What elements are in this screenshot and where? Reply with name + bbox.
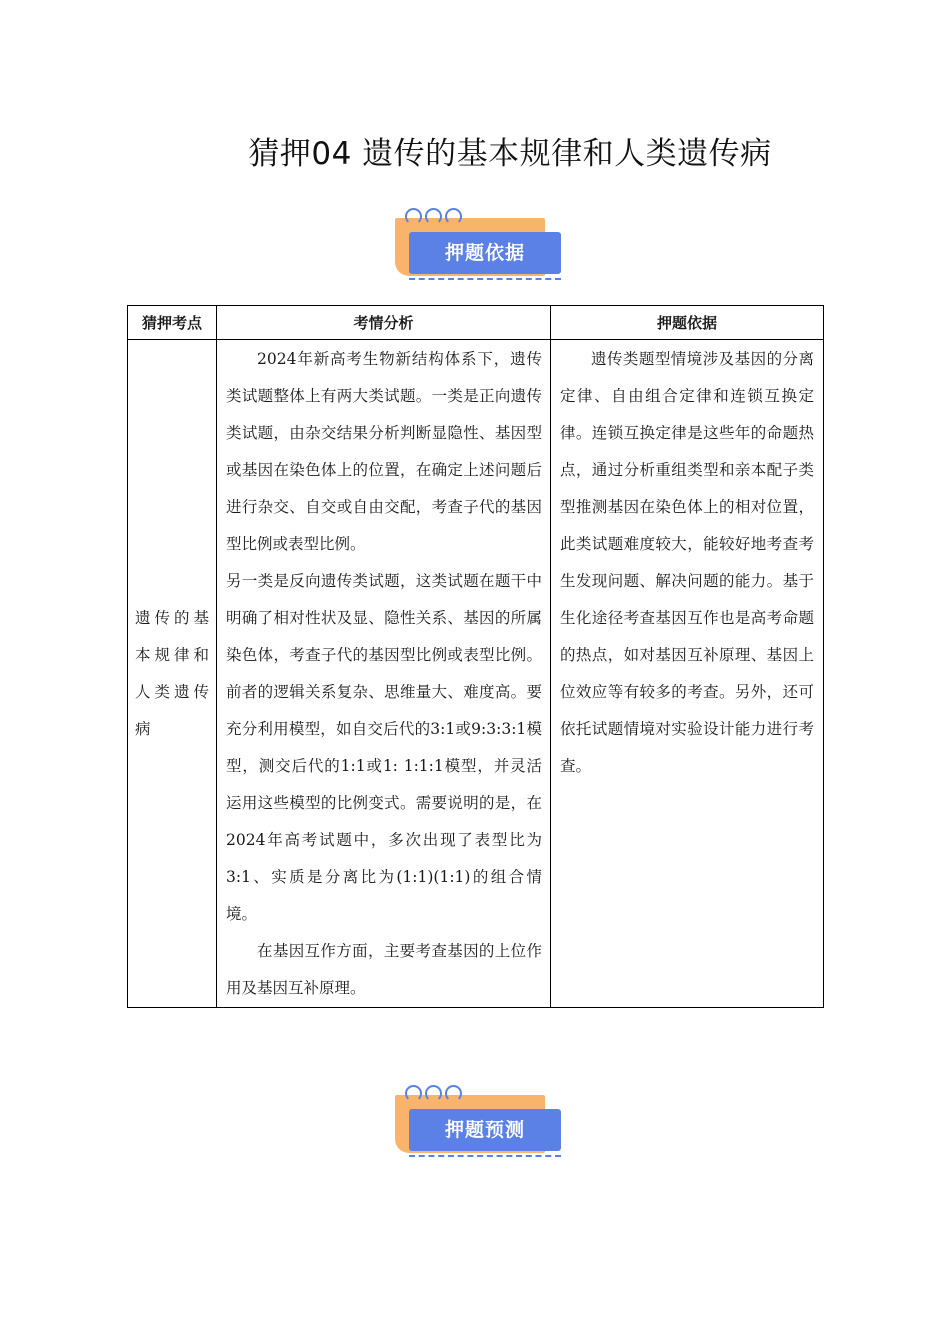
analysis-cell: [217, 340, 551, 1008]
table-row: [128, 340, 824, 1008]
analysis-paragraph-2: 另一类是反向遗传类试题，这类试题在题干中明确了相对性状及显、隐性关系、基因的所属染色体，考查子代的基因型比例或表型比例。前者的逻辑关系复杂、思维量大、难度高。要充分利用模型，如自交后代的3:1或9:3:3:1模型，测交后代的1:1或1: 1:1:1模型，并灵活运用这些模型的比例变式。需要说明的是，在2024年高考试题中，多次出现了表型比为3:1、实质是分离比为(1:1)(1:1)的组合情境。: [226, 572, 542, 923]
rings-icon: [405, 206, 469, 228]
topic-cell: [128, 340, 217, 1008]
section-badge-prediction: [393, 1081, 563, 1161]
badge-dash-line: [409, 278, 561, 280]
badge-label: 押题预测: [409, 1109, 561, 1151]
header-topic: 猜押考点: [128, 306, 217, 340]
exam-table: [127, 305, 824, 1008]
badge-dash-line: [409, 1155, 561, 1157]
rings-icon: [405, 1083, 469, 1105]
analysis-paragraph-1: 2024年新高考生物新结构体系下，遗传类试题整体上有两大类试题。一类是正向遗传类试题，由杂交结果分析判断显隐性、基因型或基因在染色体上的位置，在确定上述问题后进行杂交、自交或自由交配，考查子代的基因型比例或表型比例。: [226, 350, 542, 553]
header-basis: 押题依据: [551, 306, 824, 340]
section-badge-basis: [393, 204, 563, 284]
table-header-row: [128, 306, 824, 340]
basis-cell: [551, 340, 824, 1008]
header-analysis: 考情分析: [217, 306, 551, 340]
topic-text: 遗传的基本规律和人类遗传病: [135, 608, 209, 738]
basis-paragraph: 遗传类题型情境涉及基因的分离定律、自由组合定律和连锁互换定律。连锁互换定律是这些年的命题热点，通过分析重组类型和亲本配子类型推测基因在染色体上的相对位置，此类试题难度较大，能较好地考查考生发现问题、解决问题的能力。基于生化途径考查基因互作也是高考命题的热点，如对基因互补原理、基因上位效应等有较多的考查。另外，还可依托试题情境对实验设计能力进行考查。: [560, 350, 814, 775]
page-title: 猜押04 遗传的基本规律和人类遗传病: [248, 136, 772, 172]
badge-label: 押题依据: [409, 232, 561, 274]
analysis-paragraph-3: 在基因互作方面，主要考查基因的上位作用及基因互补原理。: [226, 942, 542, 997]
